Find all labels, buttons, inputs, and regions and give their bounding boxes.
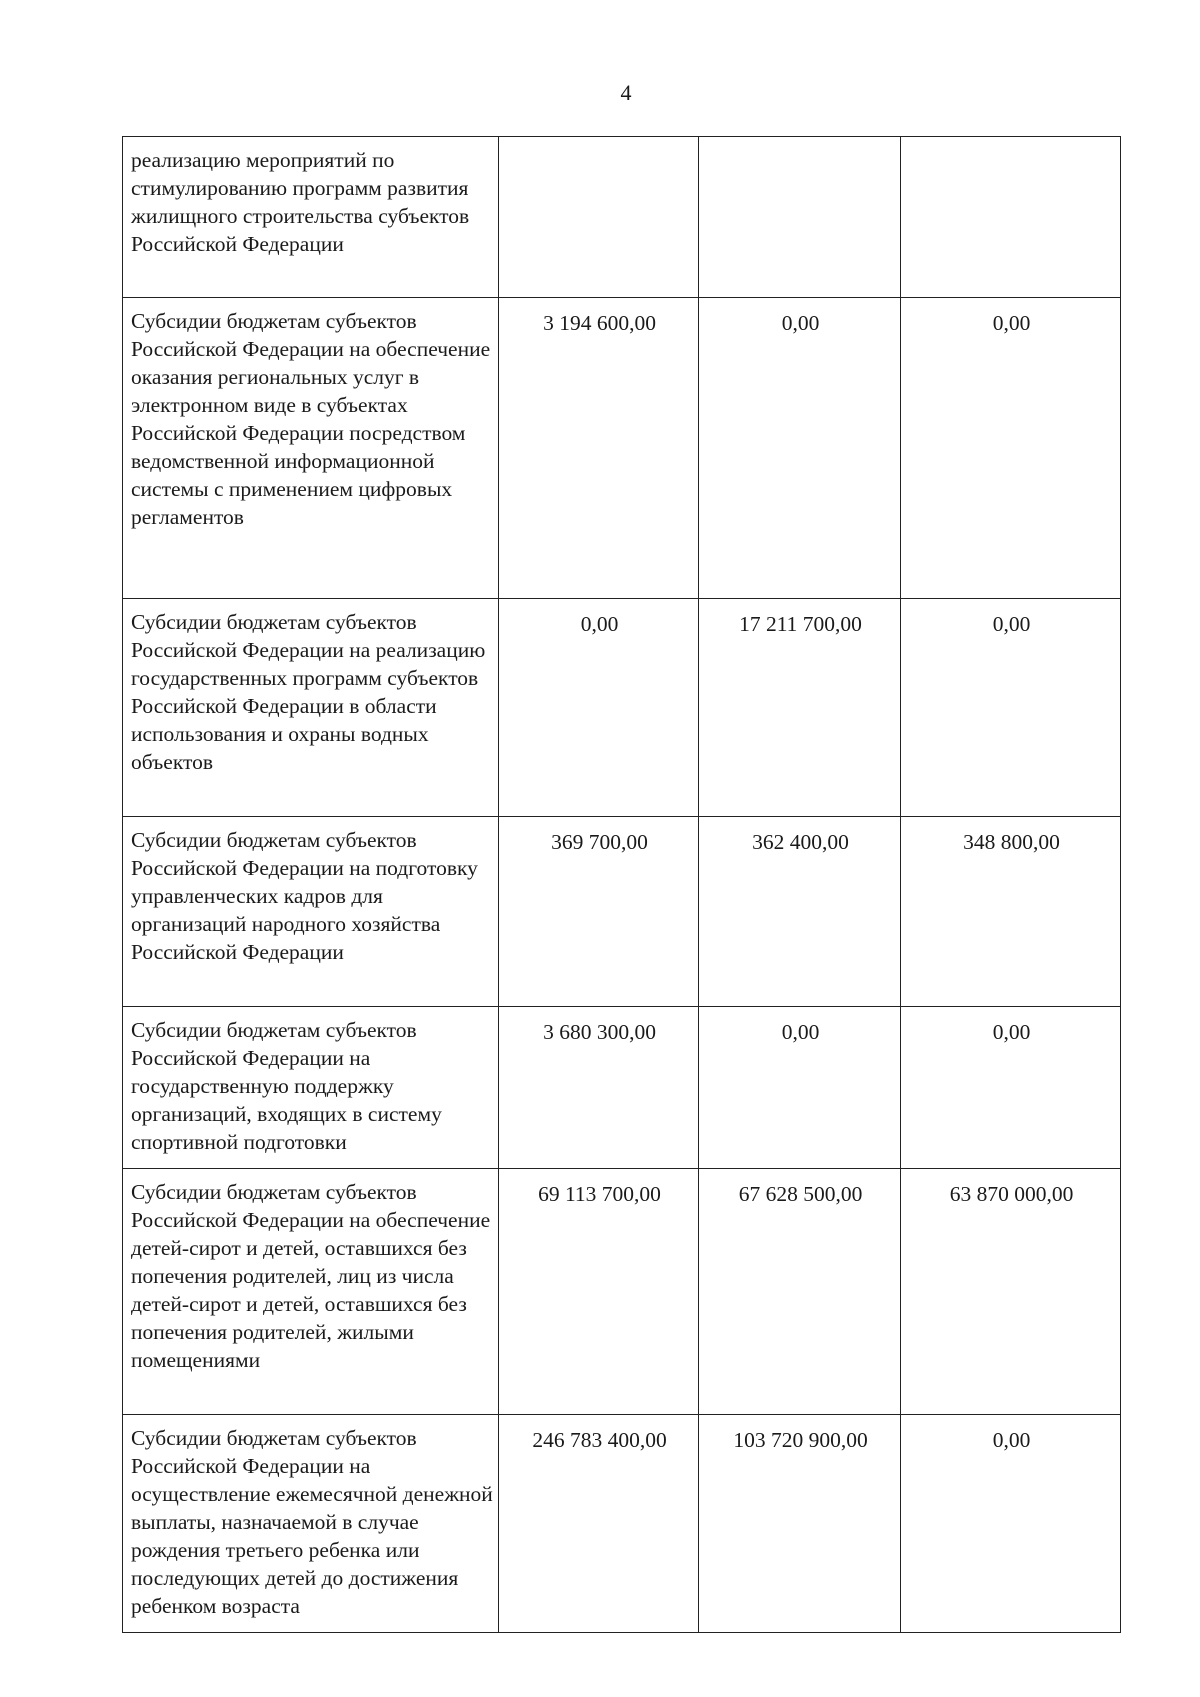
table-row: [123, 817, 1121, 1007]
value-cell: 0,00: [901, 298, 1121, 599]
value-cell: [699, 137, 901, 298]
value-cell: 362 400,00: [699, 817, 901, 1007]
value-cell: 0,00: [901, 1007, 1121, 1169]
table-row: [123, 298, 1121, 599]
table-row: [123, 1415, 1121, 1633]
value-cell: 0,00: [901, 599, 1121, 817]
row-description: реализацию мероприятий по стимулированию программ развития жилищного строительства субъектов Российской Федерации: [123, 137, 499, 298]
value-cell: 369 700,00: [499, 817, 699, 1007]
value-cell: 69 113 700,00: [499, 1169, 699, 1415]
page-number: 4: [620, 80, 632, 105]
value-cell: 3 194 600,00: [499, 298, 699, 599]
table-row: [123, 1007, 1121, 1169]
row-description: Субсидии бюджетам субъектов Российской Федерации на государственную поддержку организаций, входящих в систему спортивной подготовки: [123, 1007, 499, 1169]
table-row: [123, 137, 1121, 298]
value-cell: 348 800,00: [901, 817, 1121, 1007]
value-cell: 3 680 300,00: [499, 1007, 699, 1169]
value-cell: 0,00: [901, 1415, 1121, 1633]
value-cell: [499, 137, 699, 298]
value-cell: [901, 137, 1121, 298]
value-cell: 246 783 400,00: [499, 1415, 699, 1633]
row-description: Субсидии бюджетам субъектов Российской Федерации на обеспечение оказания региональных услуг в электронном виде в субъектах Российской Федерации посредством ведомственной информационной системы с применением цифровых регламентов: [123, 298, 499, 599]
row-description: Субсидии бюджетам субъектов Российской Федерации на обеспечение детей-сирот и детей, оставшихся без попечения родителей, лиц из числа детей-сирот и детей, оставшихся без попечения родителей, жилыми помещениями: [123, 1169, 499, 1415]
value-cell: 17 211 700,00: [699, 599, 901, 817]
value-cell: 67 628 500,00: [699, 1169, 901, 1415]
value-cell: 103 720 900,00: [699, 1415, 901, 1633]
row-description: Субсидии бюджетам субъектов Российской Федерации на реализацию государственных программ субъектов Российской Федерации в области использования и охраны водных объектов: [123, 599, 499, 817]
value-cell: 0,00: [699, 1007, 901, 1169]
row-description: Субсидии бюджетам субъектов Российской Федерации на подготовку управленческих кадров для организаций народного хозяйства Российской Федерации: [123, 817, 499, 1007]
table-row: [123, 1169, 1121, 1415]
table-row: [123, 599, 1121, 817]
value-cell: 63 870 000,00: [901, 1169, 1121, 1415]
row-description: Субсидии бюджетам субъектов Российской Федерации на осуществление ежемесячной денежной выплаты, назначаемой в случае рождения третьего ребенка или последующих детей до достижения ребенком возраста: [123, 1415, 499, 1633]
subsidy-table: [122, 136, 1121, 1633]
value-cell: 0,00: [699, 298, 901, 599]
value-cell: 0,00: [499, 599, 699, 817]
